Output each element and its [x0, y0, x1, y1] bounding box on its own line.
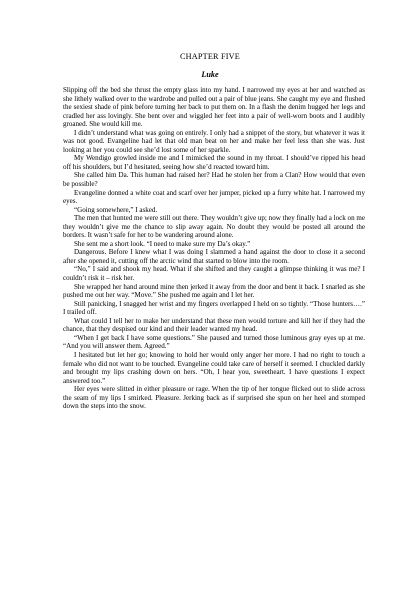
- paragraph: “Going somewhere,” I asked.: [74, 205, 158, 214]
- paragraph: She called him Da. This human had raised her? Had he stolen her from a Clan? How would that even be possible?: [63, 171, 365, 189]
- pov-heading: Luke: [201, 70, 219, 79]
- body-text: [63, 86, 365, 411]
- paragraph: My Wendigo growled inside me and I mimicked the sound in my throat. I should’ve ripped his head off his shoulders, but I’d hesitated, seeing how she’d reacted toward him.: [63, 154, 365, 171]
- paragraph: She wrapped her hand around mine then jerked it away from the door and bent it back. I snarled as she pushed me out her way. “Move.” She pushed me again and I let her.: [63, 282, 365, 300]
- paragraph: Still panicking, I snagged her wrist and my fingers overlapped I held on so tightly. “Those hunters….” I trailed off.: [63, 299, 365, 317]
- paragraph: What could I tell her to make her understand that these men would torture and kill her if they had the chance, that they despised our kind and their leader wanted my head.: [63, 316, 365, 334]
- paragraph: “When I get back I have some questions.” She paused and turned those luminous gray eyes up at me. “And you will answer them. Agreed.”: [63, 333, 365, 351]
- paragraph: I hesitated but let her go; knowing to hold her would only anger her more. I had no right to touch a female who did not want to be touched. Evangeline could take care of herself it seemed. I chuckled darkly and brought my lips crashing down on hers. “Oh, I hear you, sweetheart. I have questions I expect answered too.”: [63, 350, 365, 385]
- paragraph: I didn’t understand what was going on entirely. I only had a snippet of the story, but whatever it was it was not good. Evangeline had let that old man beat on her and make her feel less than she was. Just looking at her you could see she’d lost some of her sparkle.: [63, 128, 365, 154]
- paragraph: She sent me a short look. “I need to make sure my Da’s okay.”: [74, 239, 251, 248]
- paragraph: Her eyes were slitted in either pleasure or rage. When the tip of her tongue flicked out to slide across the seam of my lips I smirked. Pleasure. Jerking back as if surprised she spun on her heel and stomped down the steps into the snow.: [63, 385, 365, 411]
- paragraph: “No,” I said and shook my head. What if she shifted and they caught a glimpse thinking it was me? I couldn’t risk it – risk her.: [63, 265, 365, 283]
- paragraph: Slipping off the bed she thrust the empty glass into my hand. I narrowed my eyes at her and watched as she lithely walked over to the wardrobe and pulled out a pair of blue jeans. She caught my eye and flushed the sexiest shade of pink before turning her back to put them on. In a flash the denim hugged her legs and cradled her ass lovingly. She bent over and wiggled her feet into a pair of well-worn boots and I audibly groaned. She would kill me.: [63, 86, 365, 129]
- paragraph: The men that hunted me were still out there. They wouldn’t give up; now they finally had a lock on me they wouldn’t give me the chance to slip away again. No doubt they would be posted all around the borders. It wasn’t safe for her to be wandering around alone.: [63, 214, 365, 240]
- paragraph: Dangerous. Before I knew what I was doing I slammed a hand against the door to close it a second after she opened it, cutting off the arctic wind that started to blow into the room.: [63, 248, 365, 265]
- chapter-title: CHAPTER FIVE: [180, 52, 240, 61]
- paragraph: Evangeline donned a white coat and scarf over her jumper, picked up a furry white hat. I narrowed my eyes.: [63, 188, 365, 206]
